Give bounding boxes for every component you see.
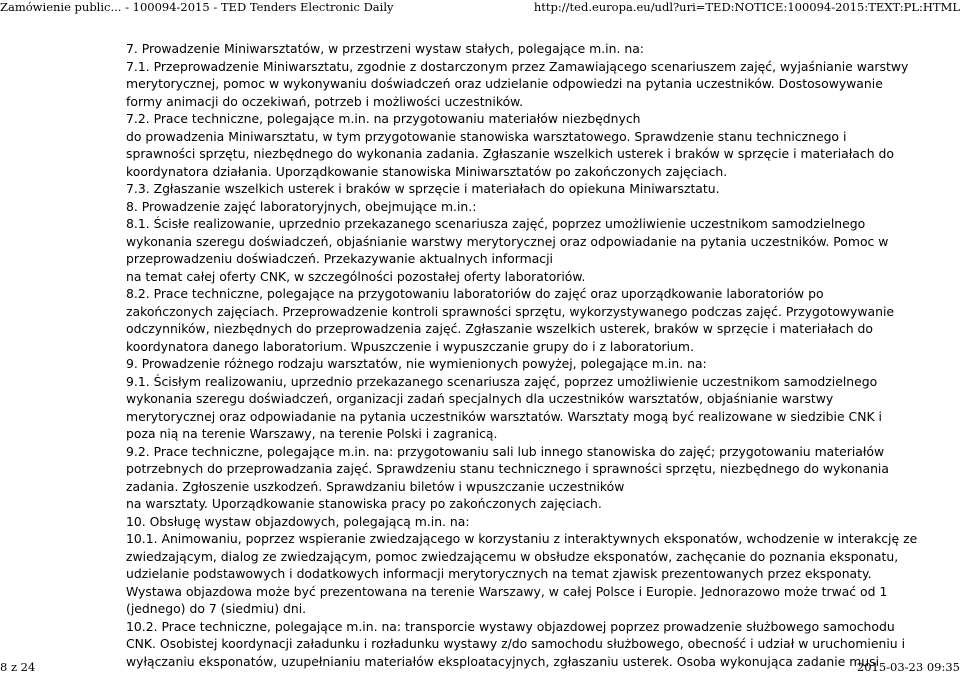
text-line: 10.1. Animowaniu, poprzez wspieranie zwiedzającego w korzystaniu z interaktywnych eksponatów, wchodzenie w interakcję ze (126, 531, 918, 546)
text-line: 9. Prowadzenie różnego rodzaju warsztatów, nie wymienionych powyżej, polegające m.in. na: (126, 356, 707, 371)
text-line: 7.3. Zgłaszanie wszelkich usterek i braków w sprzęcie i materiałach do opiekuna Miniwarsztatu. (126, 181, 720, 196)
text-line: 8.2. Prace techniczne, polegające na przygotowaniu laboratoriów do zajęć oraz uporządkowanie laboratoriów po (126, 286, 824, 301)
text-line: formy animacji do oczekiwań, potrzeb i możliwości uczestników. (126, 93, 524, 109)
text-line: na temat całej oferty CNK, w szczególności pozostałej oferty laboratoriów. (126, 268, 586, 284)
text-line: 7. Prowadzenie Miniwarsztatów, w przestrzeni wystaw stałych, polegające m.in. na: (126, 41, 644, 56)
text-line: 8. Prowadzenie zajęć laboratoryjnych, obejmujące m.in.: (126, 198, 477, 214)
text-line: zwiedzającym, dialog ze zwiedzającym, pomoc zwiedzającemu w obsłudze eksponatów, zachęcanie do poznania eksponatu, (126, 548, 899, 564)
text-line: zadania. Zgłoszenie uszkodzeń. Sprawdzaniu biletów i wpuszczanie uczestników (126, 478, 625, 494)
print-datetime: 2015-03-23 09:35 (856, 660, 960, 674)
text-line: koordynatora danego laboratorium. Wpuszczenie i wypuszczanie grupy do i z laboratorium. (126, 338, 694, 354)
text-line: na warsztaty. Uporządkowanie stanowiska pracy po zakończonych zajęciach. (126, 496, 602, 511)
text-line: udzielanie podstawowych i dodatkowych informacji merytorycznych na temat zjawisk prezentowanych przez eksponaty. (126, 566, 872, 581)
text-line: CNK. Osobistej koordynacji załadunku i rozładunku wystawy z/do samochodu służbowego, obecność i udział w uruchomieniu i (126, 636, 906, 651)
text-line: 9.2. Prace techniczne, polegające m.in. na: przygotowaniu sali lub innego stanowiska do zajęć; przygotowaniu materiałów (126, 443, 885, 459)
text-line: potrzebnych do przeprowadzania zajęć. Sprawdzeniu stanu technicznego i sprawności sprzętu, niezbędnego do wykonania (126, 461, 889, 476)
text-line: 10. Obsługę wystaw objazdowych, polegającą m.in. na: (126, 513, 470, 529)
print-header (0, 0, 960, 14)
notice-body (126, 37, 918, 670)
text-line: Wystawa objazdowa może być prezentowana na terenie Warszawy, w całej Polsce i Europie. Jednorazowo może trwać od 1 (126, 583, 888, 599)
page-number: 8 z 24 (0, 660, 36, 674)
text-line: merytorycznej oraz odpowiadanie na pytania uczestników warsztatów. Warsztaty mogą być realizowane w siedzibie CNK i (126, 408, 882, 424)
text-line: 9.1. Ścisłym realizowaniu, uprzednio przekazanego scenariusza zajęć, poprzez umożliwienie uczestnikom samodzielnego (126, 373, 878, 389)
text-line: 7.1. Przeprowadzenie Miniwarsztatu, zgodnie z dostarczonym przez Zamawiającego scenariuszem zajęć, wyjaśnianie warstwy (126, 58, 909, 74)
text-line: poza nią na terenie Warszawy, na terenie Polski i zagranicą. (126, 426, 498, 441)
text-line: (jednego) do 7 (siedmiu) dni. (126, 601, 307, 616)
print-footer (0, 660, 960, 674)
text-line: przeprowadzeniu doświadczeń. Przekazywanie aktualnych informacji (126, 251, 553, 266)
text-line: wykonania szeregu doświadczeń, organizacji zadań specjalnych dla uczestników warsztatów, objaśnianie warstwy (126, 391, 834, 406)
text-line: merytorycznej, pomoc w wykonywaniu doświadczeń oraz udzielanie odpowiedzi na pytania uczestników. Dostosowywanie (126, 76, 883, 91)
text-line: 10.2. Prace techniczne, polegające m.in. na: transporcie wystawy objazdowej poprzez prowadzenie służbowego samochodu (126, 618, 895, 634)
text-line: wyłączaniu eksponatów, uzupełnianiu materiałów eksploatacyjnych, zgłaszaniu usterek. Osoba wykonująca zadanie musi (126, 653, 880, 669)
page-title: Zamówienie public... - 100094-2015 - TED Tenders Electronic Daily (0, 0, 394, 14)
text-line: koordynatora działania. Uporządkowanie stanowiska Miniwarsztatów po zakończonych zajęciach. (126, 163, 728, 179)
text-line: do prowadzenia Miniwarsztatu, w tym przygotowanie stanowiska warsztatowego. Sprawdzenie stanu technicznego i (126, 128, 847, 144)
page-url: http://ted.europa.eu/udl?uri=TED:NOTICE:100094-2015:TEXT:PL:HTML (533, 0, 960, 14)
text-line: sprawności sprzętu, niezbędnego do wykonania zadania. Zgłaszanie wszelkich usterek i braków w sprzęcie i materiałach do (126, 146, 894, 161)
text-line: odczynników, niezbędnych do przeprowadzenia zajęć. Zgłaszanie wszelkich usterek, braków w sprzęcie i materiałach do (126, 321, 874, 336)
text-line: zakończonych zajęciach. Przeprowadzenie kontroli sprawności sprzętu, wykorzystywanego podczas zajęć. Przygotowywanie (126, 303, 895, 319)
text-line: wykonania szeregu doświadczeń, objaśnianie warstwy merytorycznej oraz odpowiadanie na pytania uczestników. Pomoc w (126, 233, 889, 249)
text-line: 8.1. Ścisłe realizowanie, uprzednio przekazanego scenariusza zajęć, poprzez umożliwienie uczestnikom samodzielnego (126, 216, 866, 231)
text-line: 7.2. Prace techniczne, polegające m.in. na przygotowaniu materiałów niezbędnych (126, 111, 641, 126)
